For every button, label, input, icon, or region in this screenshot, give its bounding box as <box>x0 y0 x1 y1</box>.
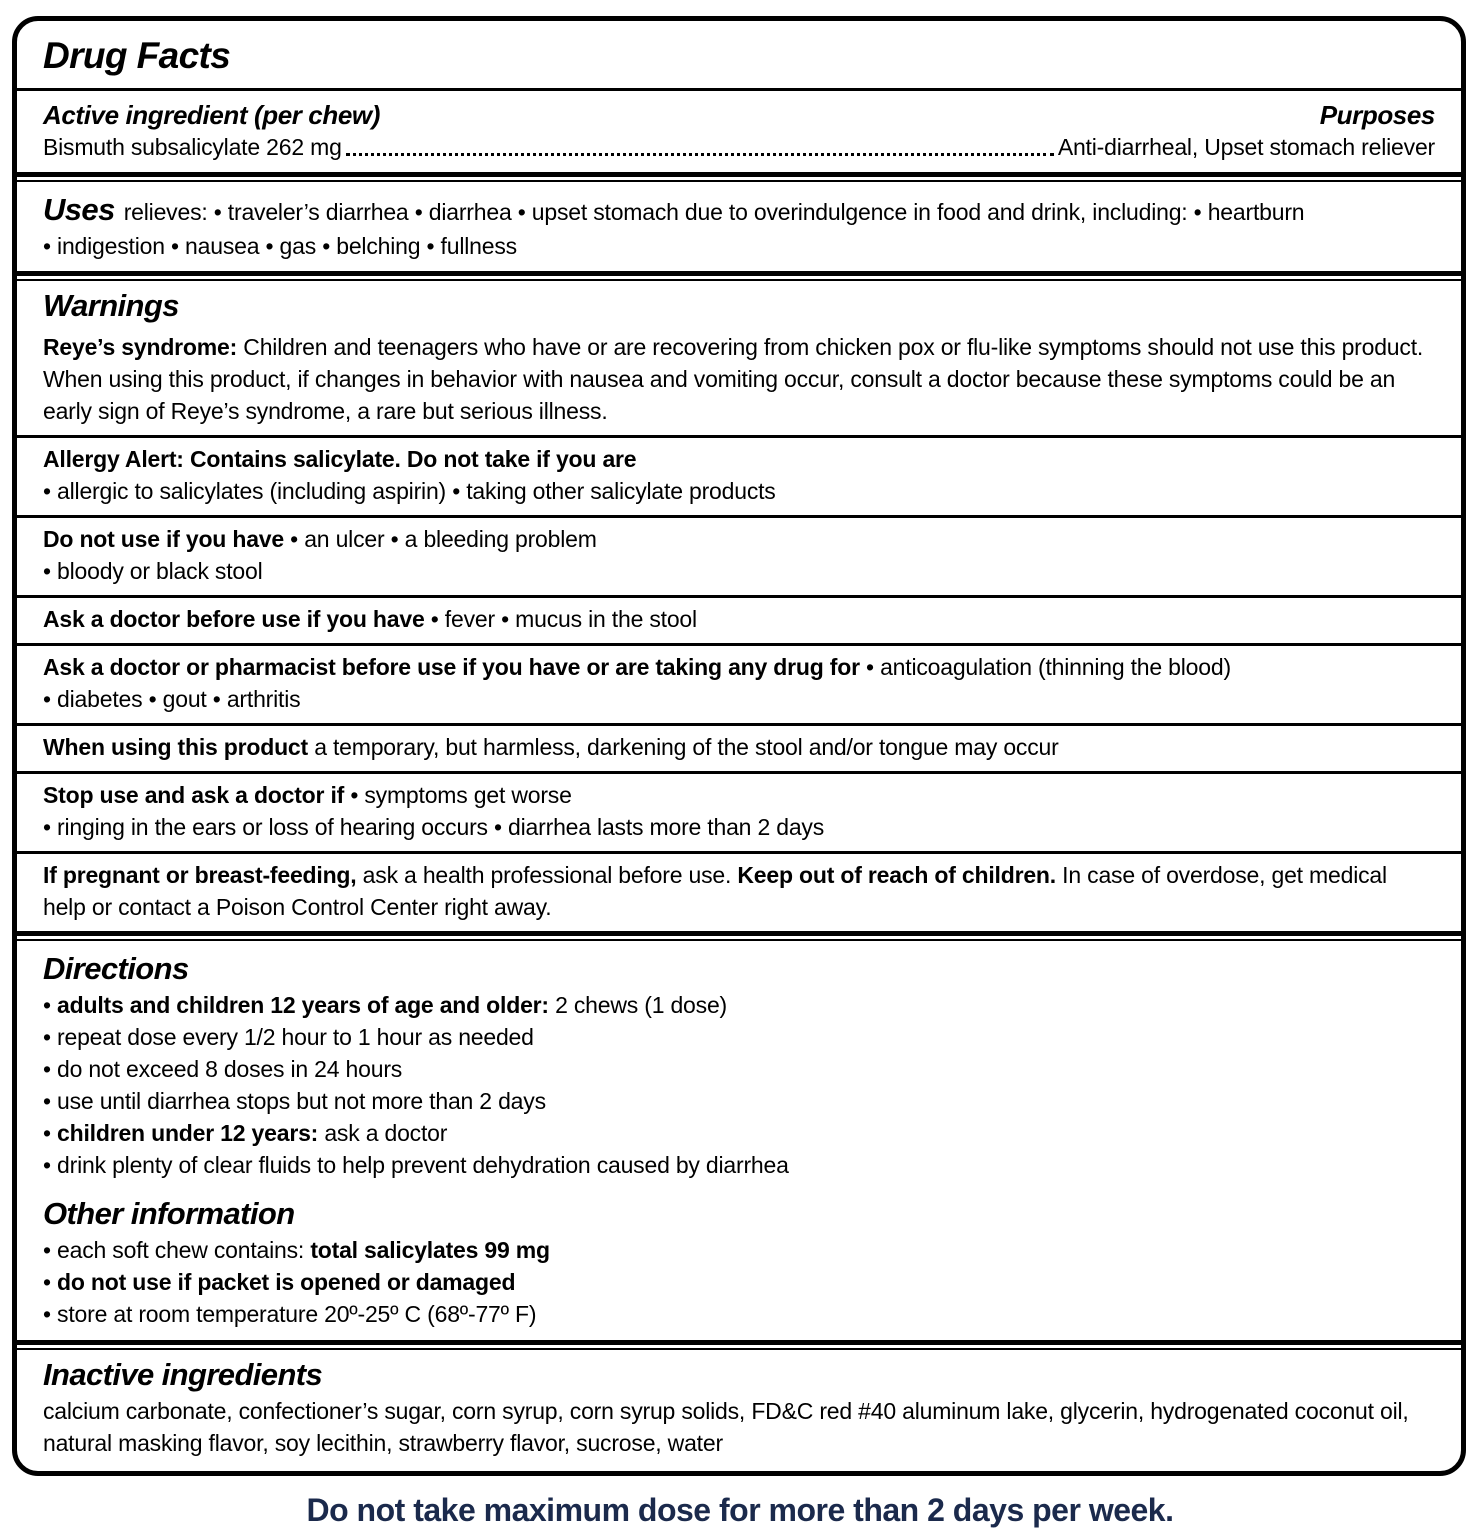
warning-when-using: When using this product a temporary, but harmless, darkening of the stool and/or tongue may occur <box>43 734 1059 760</box>
directions-bullet: • adults and children 12 years of age and older: 2 chews (1 dose) <box>43 992 728 1018</box>
warning-allergy-alert: Allergy Alert: Contains salicylate. Do not take if you are • allergic to salicylates (including aspirin) • taking other salicylate products <box>43 446 776 504</box>
active-ingredient-section <box>17 91 1461 172</box>
warning-do-not-use: Do not use if you have • an ulcer • a bleeding problem • bloody or black stool <box>43 526 597 584</box>
directions-bullet: • children under 12 years: ask a doctor <box>43 1120 448 1146</box>
other-information-bullet: • do not use if packet is opened or damaged <box>43 1269 516 1295</box>
warnings-heading: Warnings <box>43 288 179 323</box>
directions-bullet: • drink plenty of clear fluids to help prevent dehydration caused by diarrhea <box>43 1152 789 1178</box>
uses-text: relieves: • traveler’s diarrhea • diarrhea • upset stomach due to overindulgence in food and drink, including: • heartburn • indigestion • nausea • gas • belching • fullness <box>43 199 1305 259</box>
active-ingredient-heading: Active ingredient (per chew) <box>43 100 380 130</box>
section-divider <box>17 271 1461 281</box>
dotted-leader <box>346 153 1054 156</box>
uses-heading: Uses <box>43 192 115 227</box>
inactive-ingredients-section <box>17 1350 1461 1471</box>
drug-facts-panel <box>12 16 1466 1476</box>
panel-title: Drug Facts <box>43 35 231 76</box>
purposes-heading: Purposes <box>1319 100 1435 130</box>
uses-section <box>17 182 1461 271</box>
warning-ask-doctor: Ask a doctor before use if you have • fever • mucus in the stool <box>43 606 697 632</box>
warning-pregnant: If pregnant or breast-feeding, ask a health professional before use. Keep out of reach of children. In case of overdose, get medical help or contact a Poison Control Center right away. <box>43 862 1387 920</box>
directions-heading: Directions <box>43 951 189 986</box>
title-section <box>17 21 1461 88</box>
ingredient-name: Bismuth subsalicylate 262 mg <box>43 134 342 160</box>
directions-bullet: • do not exceed 8 doses in 24 hours <box>43 1056 403 1082</box>
other-information-bullet: • each soft chew contains: total salicylates 99 mg <box>43 1237 550 1263</box>
warning-stop-use: Stop use and ask a doctor if • symptoms get worse • ringing in the ears or loss of hearing occurs • diarrhea lasts more than 2 days <box>43 782 825 840</box>
section-divider <box>17 172 1461 182</box>
footer-warning: Do not take maximum dose for more than 2 days per week. <box>306 1492 1174 1528</box>
other-information-heading: Other information <box>43 1196 295 1231</box>
ingredient-row <box>43 131 1435 163</box>
section-divider <box>17 1340 1461 1350</box>
directions-bullet: • repeat dose every 1/2 hour to 1 hour as needed <box>43 1024 534 1050</box>
warning-reyes: Reye’s syndrome: Children and teenagers who have or are recovering from chicken pox or flu-like symptoms should not use this product. When using this product, if changes in behavior with nausea and vomiting occur, consult a doctor because these symptoms could be an early sign of Reye’s syndrome, a rare but serious illness. <box>43 334 1424 424</box>
directions-section <box>17 941 1461 1340</box>
section-divider <box>17 931 1461 941</box>
inactive-ingredients-text: calcium carbonate, confectioner’s sugar, corn syrup, corn syrup solids, FD&C red #40 aluminum lake, glycerin, hydrogenated coconut oil, natural masking flavor, soy lecithin, strawberry flavor, sucrose, water <box>43 1398 1409 1456</box>
active-ingredient-headings <box>43 99 1435 131</box>
directions-bullet: • use until diarrhea stops but not more than 2 days <box>43 1088 546 1114</box>
uses-paragraph <box>43 190 1435 262</box>
other-information-bullet: • store at room temperature 20º-25º C (68º-77º F) <box>43 1301 537 1327</box>
inactive-ingredients-heading: Inactive ingredients <box>43 1357 323 1392</box>
warnings-section <box>17 281 1461 931</box>
purpose-value: Anti-diarrheal, Upset stomach reliever <box>1057 134 1435 160</box>
warning-ask-doctor-pharmacist: Ask a doctor or pharmacist before use if you have or are taking any drug for • anticoagulation (thinning the blood) • diabetes • gout • arthritis <box>43 654 1231 712</box>
drug-facts-label <box>0 16 1480 1528</box>
